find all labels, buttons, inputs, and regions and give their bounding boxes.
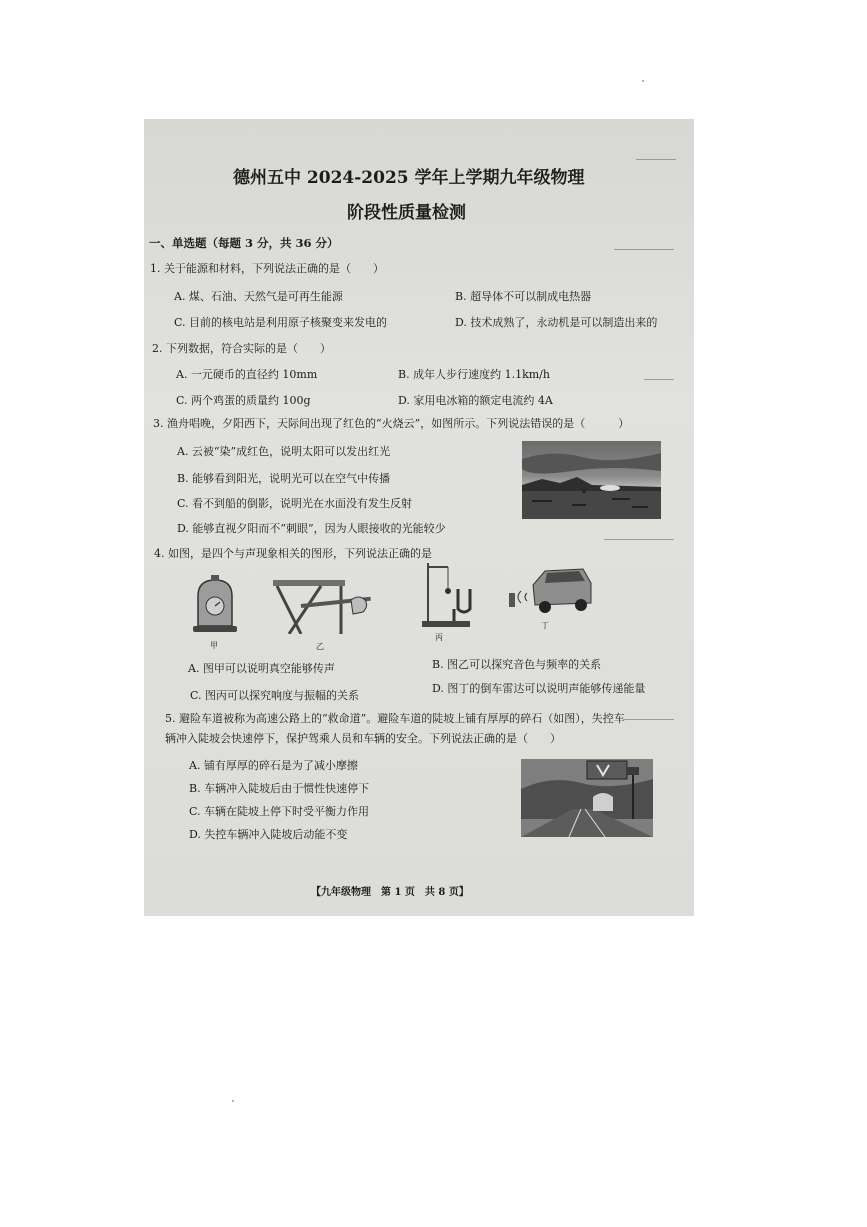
q1-option-d: D. 技术成熟了，永动机是可以制造出来的 bbox=[455, 316, 658, 329]
q1-option-c: C. 目前的核电站是利用原子核聚变来发电的 bbox=[174, 316, 388, 329]
q5-option-c: C. 车辆在陡坡上停下时受平衡力作用 bbox=[189, 805, 370, 818]
q1-stem: 1. 关于能源和材料，下列说法正确的是（ ） bbox=[150, 262, 384, 275]
q1-option-a: A. 煤、石油、天然气是可再生能源 bbox=[174, 290, 343, 303]
caption-ding: 丁 bbox=[541, 621, 549, 630]
scan-speck bbox=[642, 80, 644, 82]
caption-bing: 丙 bbox=[435, 633, 443, 642]
q4-stem: 4. 如图，是四个与声现象相关的图形，下列说法正确的是 bbox=[154, 547, 432, 560]
page-footer: 【九年级物理 第 1 页 共 8 页】 bbox=[311, 887, 469, 898]
q5-option-a: A. 铺有厚厚的碎石是为了减小摩擦 bbox=[189, 759, 358, 772]
q5-option-d: D. 失控车辆冲入陡坡后动能不变 bbox=[189, 828, 348, 841]
exam-subtitle: 阶段性质量检测 bbox=[347, 203, 466, 223]
q1-option-b: B. 超导体不可以制成电热器 bbox=[455, 290, 592, 303]
caption-yi: 乙 bbox=[316, 642, 324, 651]
reversing-car-icon bbox=[505, 563, 595, 615]
q3-option-d: D. 能够直视夕阳而不“刺眼”，因为人眼接收的光能较少 bbox=[177, 522, 446, 535]
tuning-fork-stand-icon bbox=[420, 559, 480, 629]
q2-option-d: D. 家用电冰箱的额定电流约 4A bbox=[398, 394, 553, 407]
exam-page bbox=[144, 119, 694, 916]
q4-option-b: B. 图乙可以探究音色与频率的关系 bbox=[432, 658, 602, 671]
q2-option-b: B. 成年人步行速度约 1.1km/h bbox=[398, 368, 550, 381]
exam-title: 德州五中 2024-2025 学年上学期九年级物理 bbox=[233, 168, 585, 188]
section-heading: 一、单选题（每题 3 分，共 36 分） bbox=[149, 236, 339, 250]
q3-option-a: A. 云被“染”成红色，说明太阳可以发出红光 bbox=[177, 445, 391, 458]
runaway-ramp-photo bbox=[521, 759, 653, 837]
q2-option-c: C. 两个鸡蛋的质量约 100g bbox=[176, 394, 311, 407]
q3-option-b: B. 能够看到阳光，说明光可以在空气中传播 bbox=[177, 472, 391, 485]
q5-stem-line2: 辆冲入陡坡会快速停下，保护驾乘人员和车辆的安全。下列说法正确的是（ ） bbox=[165, 732, 561, 745]
q4-option-d: D. 图丁的倒车雷达可以说明声能够传递能量 bbox=[432, 682, 646, 695]
bell-jar-icon bbox=[190, 574, 240, 636]
q3-stem: 3. 渔舟唱晚，夕阳西下，天际间出现了红色的“火烧云”，如图所示。下列说法错误的是（ ） bbox=[153, 417, 630, 430]
scan-speck bbox=[232, 1100, 234, 1102]
ruler-on-table-icon bbox=[271, 576, 377, 634]
q2-stem: 2. 下列数据，符合实际的是（ ） bbox=[152, 342, 331, 355]
q2-option-a: A. 一元硬币的直径约 10mm bbox=[176, 368, 318, 381]
q4-option-c: C. 图丙可以探究响度与振幅的关系 bbox=[190, 689, 360, 702]
q3-option-c: C. 看不到船的倒影，说明光在水面没有发生反射 bbox=[177, 497, 413, 510]
caption-jia: 甲 bbox=[210, 641, 218, 650]
q4-option-a: A. 图甲可以说明真空能够传声 bbox=[188, 662, 335, 675]
sunset-photo bbox=[522, 441, 661, 519]
q5-option-b: B. 车辆冲入陡坡后由于惯性快速停下 bbox=[189, 782, 370, 795]
q5-stem-line1: 5. 避险车道被称为高速公路上的“救命道”。避险车道的陡坡上铺有厚厚的碎石（如图），失控车 bbox=[165, 712, 625, 725]
